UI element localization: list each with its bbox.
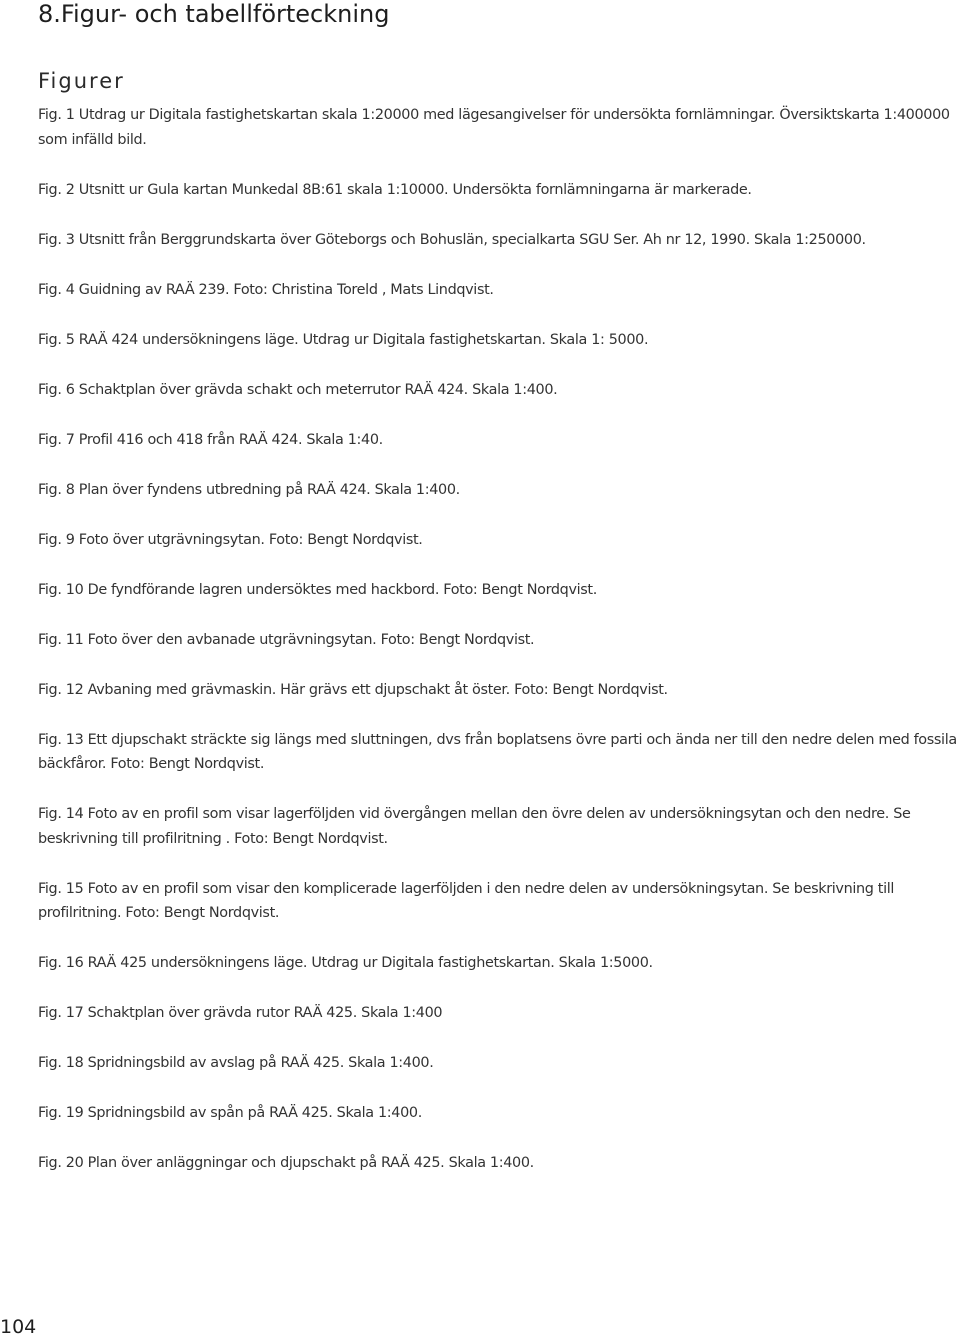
- figure-entry-15: Fig. 15 Foto av en profil som visar den komplicerade lagerföljden i den nedre delen av undersökningsytan. Se beskrivning till profilritning. Foto: Bengt Nordqvist.: [38, 880, 895, 921]
- figure-entry-14: Fig. 14 Foto av en profil som visar lagerföljden vid övergången mellan den övre delen av undersökningsytan och den nedre. Se beskrivning till profilritning . Foto: Bengt Nordqvist.: [38, 806, 911, 847]
- figure-entry-3: Fig. 3 Utsnitt från Berggrundskarta över Göteborgs och Bohuslän, specialkarta SGU Ser. Ah nr 12, 1990. Skala 1:250000.: [38, 231, 866, 248]
- section-title: Figurer: [38, 69, 125, 93]
- figure-entry-10: Fig. 10 De fyndförande lagren undersöktes med hackbord. Foto: Bengt Nordqvist.: [38, 581, 597, 598]
- figure-entry-17: Fig. 17 Schaktplan över grävda rutor RAÄ 425. Skala 1:400: [38, 1005, 443, 1021]
- figure-list: [38, 103, 960, 1201]
- page-number: 104: [0, 1316, 37, 1338]
- figure-entry-12: Fig. 12 Avbaning med grävmaskin. Här grävs ett djupschakt åt öster. Foto: Bengt Nordqvist.: [38, 681, 668, 698]
- figure-entry-6: Fig. 6 Schaktplan över grävda schakt och meterrutor RAÄ 424. Skala 1:400.: [38, 381, 558, 398]
- figure-entry-16: Fig. 16 RAÄ 425 undersökningens läge. Utdrag ur Digitala fastighetskartan. Skala 1:5000.: [38, 955, 653, 971]
- figure-entry-20: Fig. 20 Plan över anläggningar och djupschakt på RAÄ 425. Skala 1:400.: [38, 1155, 534, 1171]
- figure-entry-9: Fig. 9 Foto över utgrävningsytan. Foto: Bengt Nordqvist.: [38, 531, 423, 548]
- figure-entry-1: Fig. 1 Utdrag ur Digitala fastighetskartan skala 1:20000 med lägesangivelser för undersökta fornlämningar. Översiktskarta 1:400000 som infälld bild.: [38, 107, 950, 148]
- figure-entry-18: Fig. 18 Spridningsbild av avslag på RAÄ 425. Skala 1:400.: [38, 1055, 434, 1071]
- figure-entry-19: Fig. 19 Spridningsbild av spån på RAÄ 425. Skala 1:400.: [38, 1105, 422, 1121]
- figure-entry-7: Fig. 7 Profil 416 och 418 från RAÄ 424. Skala 1:40.: [38, 431, 383, 448]
- figure-entry-11: Fig. 11 Foto över den avbanade utgrävningsytan. Foto: Bengt Nordqvist.: [38, 631, 535, 648]
- figure-entry-5: Fig. 5 RAÄ 424 undersökningens läge. Utdrag ur Digitala fastighetskartan. Skala 1: 5000.: [38, 331, 649, 348]
- figure-entry-2: Fig. 2 Utsnitt ur Gula kartan Munkedal 8B:61 skala 1:10000. Undersökta fornlämningarna är markerade.: [38, 181, 752, 198]
- figure-entry-13: Fig. 13 Ett djupschakt sträckte sig längs med sluttningen, dvs från boplatsens övre parti och ända ner till den nedre delen med fossila bäckfåror. Foto: Bengt Nordqvist.: [38, 731, 957, 772]
- page-title: 8.Figur- och tabellförteckning: [38, 0, 390, 28]
- figure-entry-4: Fig. 4 Guidning av RAÄ 239. Foto: Christina Toreld , Mats Lindqvist.: [38, 281, 494, 298]
- figure-entry-8: Fig. 8 Plan över fyndens utbredning på RAÄ 424. Skala 1:400.: [38, 481, 460, 498]
